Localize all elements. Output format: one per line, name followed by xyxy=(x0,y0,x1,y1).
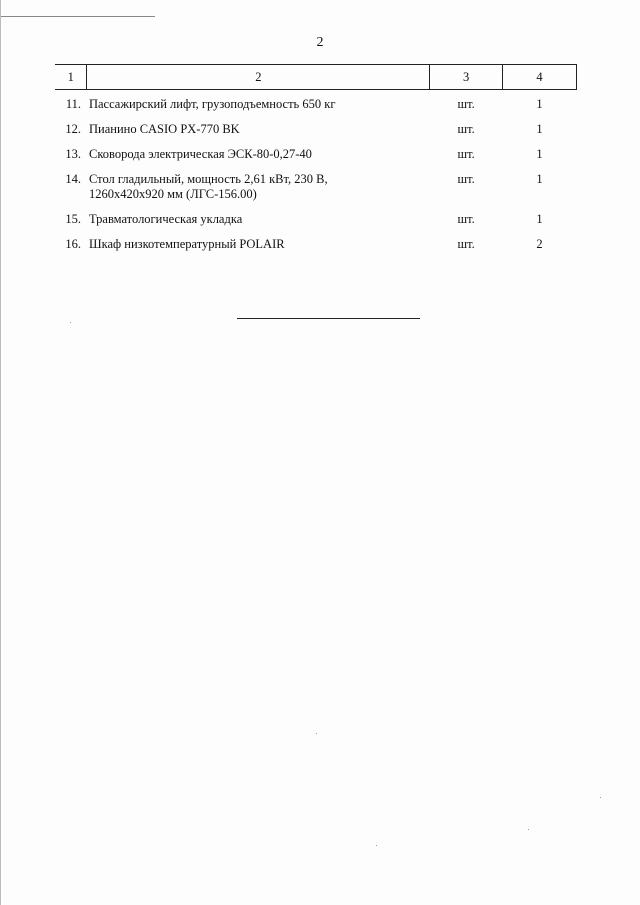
scan-speck xyxy=(528,829,529,830)
item-unit: шт. xyxy=(457,147,475,161)
table-header xyxy=(55,65,577,90)
item-name: Сковорода электрическая ЭСК-80-0,27-40 xyxy=(88,147,312,161)
item-name-line-1: Стол гладильный, мощность 2,61 кВт, 230 В, xyxy=(88,172,328,186)
closing-line xyxy=(237,318,420,319)
row-number: 15. xyxy=(65,212,81,226)
scan-left-edge xyxy=(0,0,1,905)
item-unit: шт. xyxy=(457,172,475,186)
item-unit: шт. xyxy=(457,122,475,136)
header-col-2: 2 xyxy=(87,65,430,90)
row-number: 11. xyxy=(65,97,81,111)
header-col-1: 1 xyxy=(55,65,87,90)
item-quantity: 1 xyxy=(536,147,543,161)
item-name: Пианино CASIO PX-770 BK xyxy=(88,122,240,136)
item-quantity: 1 xyxy=(536,172,543,186)
item-unit: шт. xyxy=(457,97,475,111)
header-col-3: 3 xyxy=(430,65,503,90)
row-number: 16. xyxy=(65,237,81,251)
row-number: 12. xyxy=(65,122,81,136)
table-row xyxy=(55,90,577,123)
item-quantity: 1 xyxy=(536,122,543,136)
page-number: 2 xyxy=(316,35,324,50)
scan-edge-line xyxy=(0,16,155,17)
scan-speck xyxy=(70,322,71,323)
item-unit: шт. xyxy=(457,212,475,226)
item-name: Шкаф низкотемпературный POLAIR xyxy=(88,237,285,251)
table-row xyxy=(55,212,577,237)
table-row xyxy=(55,172,577,212)
table-row xyxy=(55,122,577,147)
item-name-line-2: 1260х420х920 мм (ЛГС-156.00) xyxy=(88,187,257,201)
item-unit: шт. xyxy=(457,237,475,251)
item-name xyxy=(87,172,430,212)
item-quantity: 1 xyxy=(536,97,543,111)
scan-speck xyxy=(376,845,377,846)
item-quantity: 2 xyxy=(536,237,543,251)
header-col-4: 4 xyxy=(503,65,577,90)
scan-speck xyxy=(316,733,317,734)
scan-speck xyxy=(600,797,601,798)
table-row xyxy=(55,237,577,262)
row-number: 14. xyxy=(65,172,81,186)
item-name: Пассажирский лифт, грузоподъемность 650 кг xyxy=(88,97,336,111)
row-number: 13. xyxy=(65,147,81,161)
table-row xyxy=(55,147,577,172)
item-name: Травматологическая укладка xyxy=(88,212,243,226)
item-quantity: 1 xyxy=(536,212,543,226)
equipment-table xyxy=(55,64,577,262)
